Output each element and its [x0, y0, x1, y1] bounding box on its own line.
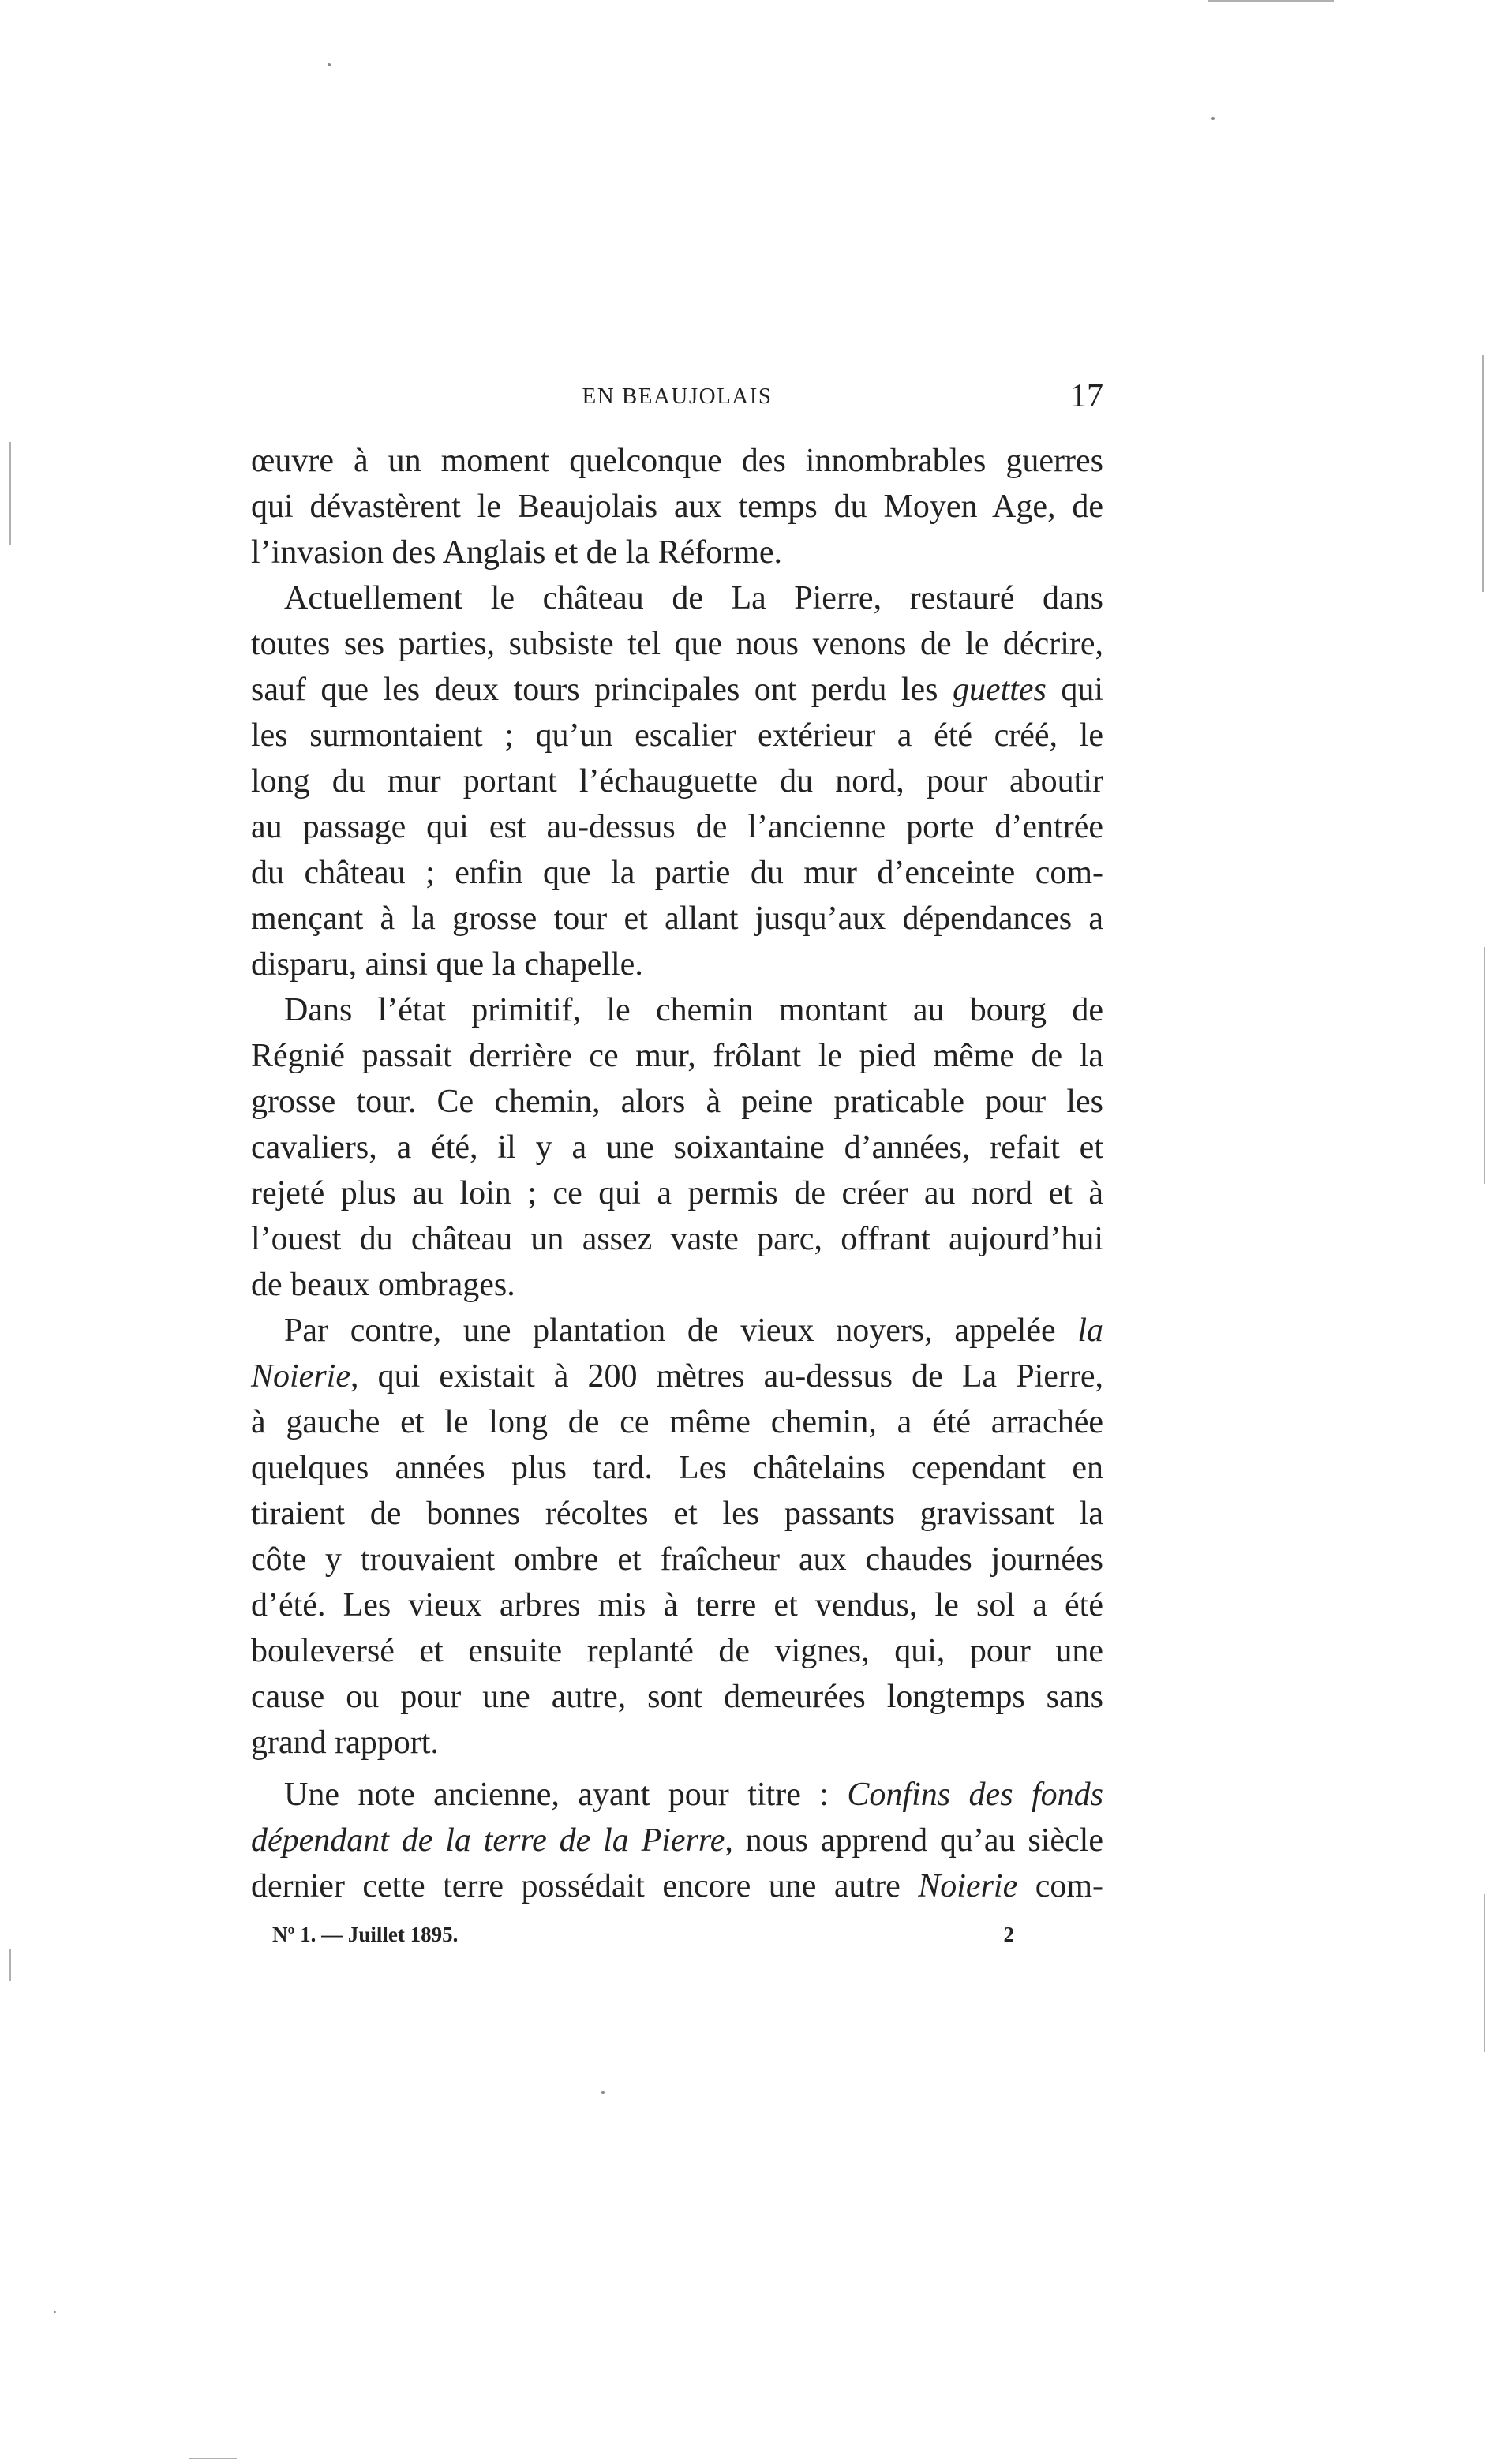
text-line: grosse tour. Ce chemin, alors à peine praticable pour les	[251, 1084, 1103, 1120]
scan-edge-mark	[1484, 947, 1485, 1184]
text-line: du château ; enfin que la partie du mur d’enceinte com-	[251, 855, 1103, 891]
page-number: 17	[1070, 378, 1103, 414]
scan-speck	[601, 2091, 605, 2094]
text-line: à gauche et le long de ce même chemin, a été arrachée	[251, 1404, 1103, 1440]
text-line	[251, 1308, 1103, 1354]
text-run: Par contre, une plantation de vieux noyers, appelée	[284, 1313, 1078, 1349]
paragraph	[251, 987, 1103, 1308]
italic-term: Confins des fonds	[847, 1777, 1103, 1813]
text-line: de beaux ombrages.	[251, 1267, 515, 1303]
text-run: , nous apprend qu’au siècle	[725, 1822, 1103, 1859]
text-line	[251, 1863, 1103, 1909]
text-line: long du mur portant l’échauguette du nord, pour aboutir	[251, 763, 1103, 799]
text-line: cavaliers, a été, il y a une soixantaine d’années, refait et	[251, 1129, 1103, 1166]
page-header	[251, 377, 1103, 425]
italic-term: dépendant de la terre de la Pierre	[251, 1822, 725, 1859]
text-line: côte y trouvaient ombre et fraîcheur aux chaudes journées	[251, 1541, 1103, 1578]
text-line: Régnié passait derrière ce mur, frôlant le pied même de la	[251, 1038, 1103, 1074]
paragraph	[251, 575, 1103, 987]
italic-term: Noierie	[251, 1358, 350, 1395]
scan-speck	[54, 2311, 56, 2313]
paragraph	[251, 438, 1103, 575]
italic-term: la	[1077, 1313, 1103, 1349]
text-run: com-	[1017, 1868, 1104, 1904]
page-footer	[272, 1923, 1014, 1954]
text-line: Dans l’état primitif, le chemin montant au bourg de	[284, 992, 1103, 1028]
scan-edge-mark	[189, 2458, 237, 2459]
scan-speck	[328, 63, 331, 66]
text-line: d’été. Les vieux arbres mis à terre et vendus, le sol a été	[251, 1587, 1103, 1623]
text-line: qui dévastèrent le Beaujolais aux temps du Moyen Age, de	[251, 489, 1103, 525]
scan-speck	[1211, 117, 1215, 120]
text-line: tiraient de bonnes récoltes et les passants gravissant la	[251, 1496, 1103, 1532]
scan-edge-mark	[9, 442, 11, 545]
text-line: rejeté plus au loin ; ce qui a permis de créer au nord et à	[251, 1175, 1103, 1211]
text-run: qui	[1046, 672, 1103, 708]
text-line	[251, 1772, 1103, 1818]
text-run: Une note ancienne, ayant pour titre :	[284, 1777, 848, 1813]
text-line: cause ou pour une autre, sont demeurées longtemps sans	[251, 1679, 1103, 1715]
text-run: sauf que les deux tours principales ont perdu les	[251, 672, 953, 708]
text-line: mençant à la grosse tour et allant jusqu’aux dépendances a	[251, 901, 1103, 937]
text-line: les surmontaient ; qu’un escalier extérieur a été créé, le	[251, 717, 1103, 754]
text-line: Actuellement le château de La Pierre, restauré dans	[284, 580, 1103, 616]
text-body	[251, 438, 1103, 1909]
running-title: EN BEAUJOLAIS	[582, 384, 773, 409]
text-line: grand rapport.	[251, 1724, 439, 1761]
italic-term: Noierie	[918, 1868, 1018, 1904]
text-run: , qui existait à 200 mètres au-dessus de La Pierre,	[350, 1358, 1103, 1395]
scan-edge-mark	[9, 1949, 11, 1981]
text-line: bouleversé et ensuite replanté de vignes, qui, pour une	[251, 1633, 1103, 1669]
text-line	[251, 1818, 1103, 1863]
text-line: au passage qui est au-dessus de l’ancienne porte d’entrée	[251, 809, 1103, 845]
text-line: l’ouest du château un assez vaste parc, offrant aujourd’hui	[251, 1221, 1103, 1257]
text-line	[251, 1354, 1103, 1399]
scan-edge-mark	[1484, 1894, 1485, 2052]
paragraph	[251, 1772, 1103, 1909]
text-line: quelques années plus tard. Les châtelains cependant en	[251, 1450, 1103, 1486]
text-run: dernier cette terre possédait encore une autre	[251, 1868, 919, 1904]
text-line: œuvre à un moment quelconque des innombrables guerres	[251, 443, 1103, 479]
paragraph	[251, 1308, 1103, 1766]
text-line: disparu, ainsi que la chapelle.	[251, 946, 643, 983]
italic-term: guettes	[952, 672, 1047, 708]
issue-line: Nº 1. — Juillet 1895.	[272, 1923, 459, 1946]
scan-edge-mark	[1482, 355, 1484, 592]
signature-mark: 2	[1003, 1923, 1014, 1946]
scan-edge-mark	[1208, 0, 1334, 2]
text-line: l’invasion des Anglais et de la Réforme.	[251, 534, 783, 571]
text-line: toutes ses parties, subsiste tel que nous venons de le décrire,	[251, 626, 1103, 662]
text-line	[251, 667, 1103, 713]
